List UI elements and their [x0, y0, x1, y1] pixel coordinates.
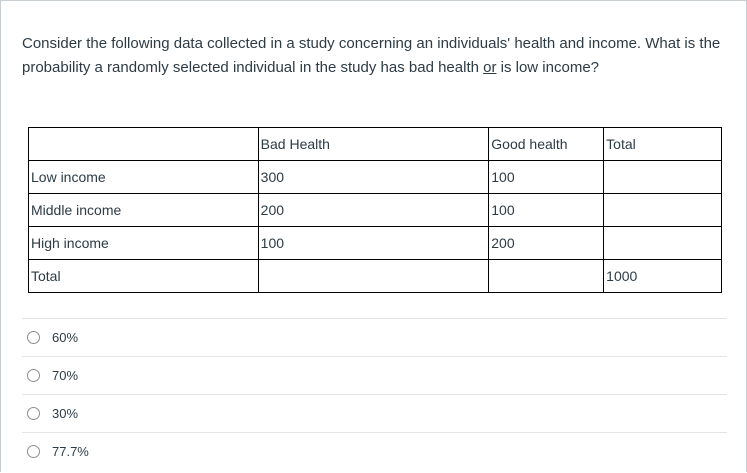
question-text-end: is low income?: [496, 59, 600, 76]
table-row: [29, 194, 722, 227]
table-header-row: [29, 128, 722, 161]
table-cell: 100: [489, 194, 604, 227]
answer-option-label[interactable]: 70%: [52, 368, 79, 383]
table-cell: 1000: [604, 260, 722, 293]
answer-options: [22, 318, 727, 470]
table-cell: Total: [29, 260, 259, 293]
data-table: [28, 127, 722, 293]
table-header-cell: [29, 128, 259, 161]
table-row: [29, 227, 722, 260]
table-cell: 300: [258, 161, 489, 194]
table-header-cell: Good health: [489, 128, 604, 161]
question-text-main: Consider the following data collected in a study concerning an individuals' health and income. What is the probability a randomly selected individual in the study has bad health: [22, 35, 721, 76]
table-cell: [604, 161, 722, 194]
answer-option-label[interactable]: 60%: [52, 330, 79, 345]
table-cell: [489, 260, 604, 293]
answer-option-label[interactable]: 30%: [52, 406, 79, 421]
table-cell: 100: [258, 227, 489, 260]
table-cell: 200: [258, 194, 489, 227]
question-emphasis: or: [483, 59, 497, 76]
table-row: [29, 161, 722, 194]
table-cell: [604, 227, 722, 260]
radio-button-icon[interactable]: [27, 445, 40, 458]
table-cell: 200: [489, 227, 604, 260]
table-cell: Middle income: [29, 194, 259, 227]
radio-button-icon[interactable]: [27, 369, 40, 382]
answer-option[interactable]: [22, 394, 727, 432]
answer-option[interactable]: [22, 432, 727, 470]
table-cell: High income: [29, 227, 259, 260]
table-header-cell: Total: [604, 128, 722, 161]
question-text: [22, 32, 722, 80]
table-cell: 100: [489, 161, 604, 194]
radio-button-icon[interactable]: [27, 331, 40, 344]
radio-button-icon[interactable]: [27, 407, 40, 420]
answer-option-label[interactable]: 77.7%: [52, 444, 89, 459]
table-header-cell: Bad Health: [258, 128, 489, 161]
table-cell: [258, 260, 489, 293]
table-cell: [604, 194, 722, 227]
table-row: [29, 260, 722, 293]
table-cell: Low income: [29, 161, 259, 194]
answer-option[interactable]: [22, 356, 727, 394]
answer-option[interactable]: [22, 318, 727, 356]
